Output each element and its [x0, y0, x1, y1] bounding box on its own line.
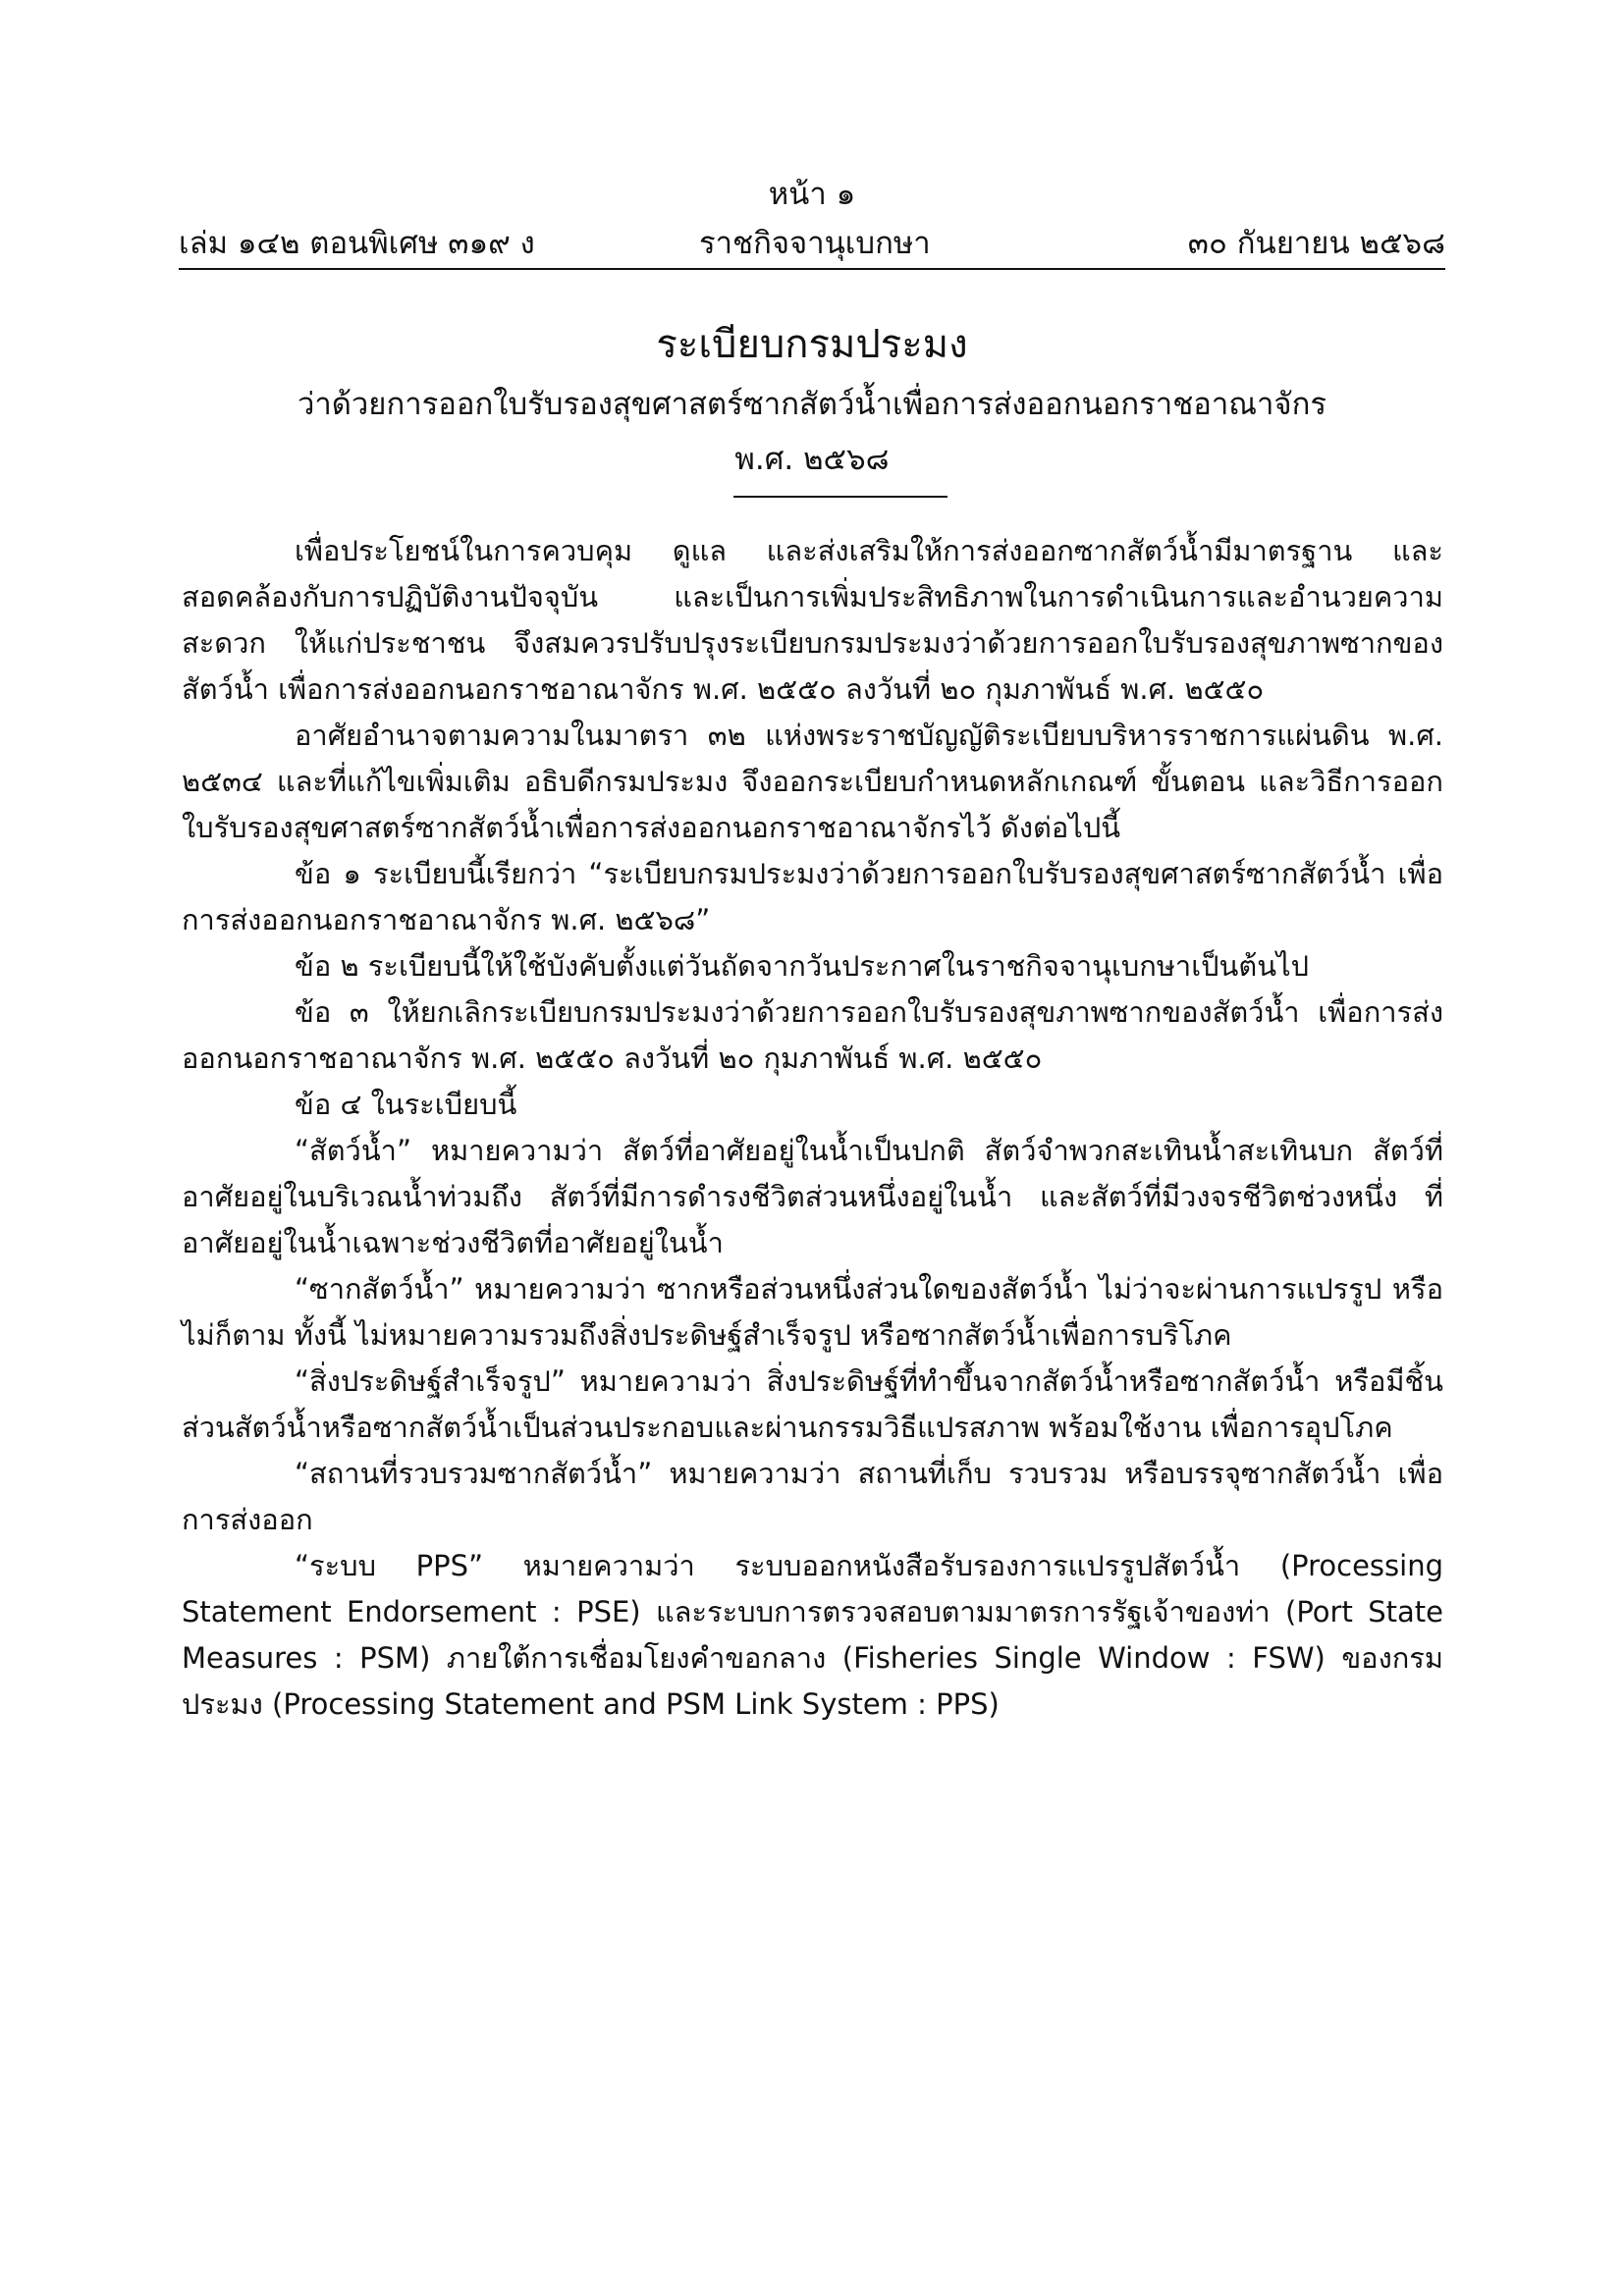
clause-4: ข้อ ๔ ในระเบียบนี้: [295, 1088, 517, 1121]
volume-issue: เล่ม ๑๔๒ ตอนพิเศษ ๓๑๙ ง: [179, 226, 535, 261]
definition-aquatic-animal: “สัตว์น้ำ” หมายความว่า สัตว์ที่อาศัยอยู่ในน้ำเป็นปกติ สัตว์จำพวกสะเทินน้ำสะเทินบก สัตว์ที่อาศัยอยู่ในบริเวณน้ำท่วมถึง สัตว์ที่มีการดำรงชีวิตส่วนหนึ่งอยู่ในน้ำ และสัตว์ที่มีวงจรชีวิตช่วงหนึ่ง ที่อาศัยอยู่ในน้ำเฉพาะช่วงชีวิตที่อาศัยอยู่ในน้ำ: [182, 1134, 1443, 1259]
definition-collection-site: “สถานที่รวบรวมซากสัตว์น้ำ” หมายความว่า สถานที่เก็บ รวบรวม หรือบรรจุซากสัตว์น้ำ เพื่อการส่งออก: [182, 1457, 1443, 1536]
preamble-paragraph: เพื่อประโยชน์ในการควบคุม ดูแล และส่งเสริมให้การส่งออกซากสัตว์น้ำมีมาตรฐาน และสอดคล้องกับการปฏิบัติงานปัจจุบัน และเป็นการเพิ่มประสิทธิภาพในการดำเนินการและอำนวยความสะดวก ให้แก่ประชาชน จึงสมควรปรับปรุงระเบียบกรมประมงว่าด้วยการออกใบรับรองสุขภาพซากของสัตว์น้ำ เพื่อการส่งออกนอกราชอาณาจักร พ.ศ. ๒๕๕๐ ลงวันที่ ๒๐ กุมภาพันธ์ พ.ศ. ๒๕๕๐: [182, 534, 1443, 706]
definition-aquatic-carcass: “ซากสัตว์น้ำ” หมายความว่า ซากหรือส่วนหนึ่งส่วนใดของสัตว์น้ำ ไม่ว่าจะผ่านการแปรรูป หรือไม่ก็ตาม ทั้งนี้ ไม่หมายความรวมถึงสิ่งประดิษฐ์สำเร็จรูป หรือซากสัตว์น้ำเพื่อการบริโภค: [182, 1272, 1443, 1352]
authority-paragraph: อาศัยอำนาจตามความในมาตรา ๓๒ แห่งพระราชบัญญัติระเบียบบริหารราชการแผ่นดิน พ.ศ. ๒๕๓๔ และที่แก้ไขเพิ่มเติม อธิบดีกรมประมง จึงออกระเบียบกำหนดหลักเกณฑ์ ขั้นตอน และวิธีการออกใบรับรองสุขศาสตร์ซากสัตว์น้ำเพื่อการส่งออกนอกราชอาณาจักรไว้ ดังต่อไปนี้: [182, 719, 1443, 844]
definition-finished-product: “สิ่งประดิษฐ์สำเร็จรูป” หมายความว่า สิ่งประดิษฐ์ที่ทำขึ้นจากสัตว์น้ำหรือซากสัตว์น้ำ หรือมีชิ้นส่วนสัตว์น้ำหรือซากสัตว์น้ำเป็นส่วนประกอบและผ่านกรรมวิธีแปรสภาพ พร้อมใช้งาน เพื่อการอุปโภค: [182, 1364, 1443, 1444]
document-body: [182, 528, 1443, 1728]
gazette-header: [179, 218, 1445, 267]
document-title: ระเบียบกรมประมง: [656, 322, 968, 367]
title-divider: [733, 496, 947, 498]
clause-1: ข้อ ๑ ระเบียบนี้เรียกว่า “ระเบียบกรมประมงว่าด้วยการออกใบรับรองสุขศาสตร์ซากสัตว์น้ำ เพื่อการส่งออกนอกราชอาณาจักร พ.ศ. ๒๕๖๘”: [182, 857, 1443, 936]
clause-3: ข้อ ๓ ให้ยกเลิกระเบียบกรมประมงว่าด้วยการออกใบรับรองสุขภาพซากของสัตว์น้ำ เพื่อการส่งออกนอกราชอาณาจักร พ.ศ. ๒๕๕๐ ลงวันที่ ๒๐ กุมภาพันธ์ พ.ศ. ๒๕๕๐: [182, 995, 1443, 1075]
document-year: พ.ศ. ๒๕๖๘: [734, 442, 890, 477]
page-number: หน้า ๑: [768, 177, 856, 212]
header-divider: [179, 268, 1445, 270]
document-subtitle: ว่าด้วยการออกใบรับรองสุขศาสตร์ซากสัตว์น้ำเพื่อการส่งออกนอกราชอาณาจักร: [297, 387, 1327, 422]
gazette-name: ราชกิจจานุเบกษา: [699, 226, 931, 261]
clause-2: ข้อ ๒ ระเบียบนี้ให้ใช้บังคับตั้งแต่วันถัดจากวันประกาศในราชกิจจานุเบกษาเป็นต้นไป: [295, 949, 1310, 983]
definition-pps-system: “ระบบ PPS” หมายความว่า ระบบออกหนังสือรับรองการแปรรูปสัตว์น้ำ (Processing Statement Endorsement : PSE) และระบบการตรวจสอบตามมาตรการรัฐเจ้าของท่า (Port State Measures : PSM) ภายใต้การเชื่อมโยงคำขอกลาง (Fisheries Single Window : FSW) ของกรมประมง (Processing Statement and PSM Link System : PPS): [182, 1549, 1443, 1721]
publication-date: ๓๐ กันยายน ๒๕๖๘: [1187, 226, 1445, 261]
